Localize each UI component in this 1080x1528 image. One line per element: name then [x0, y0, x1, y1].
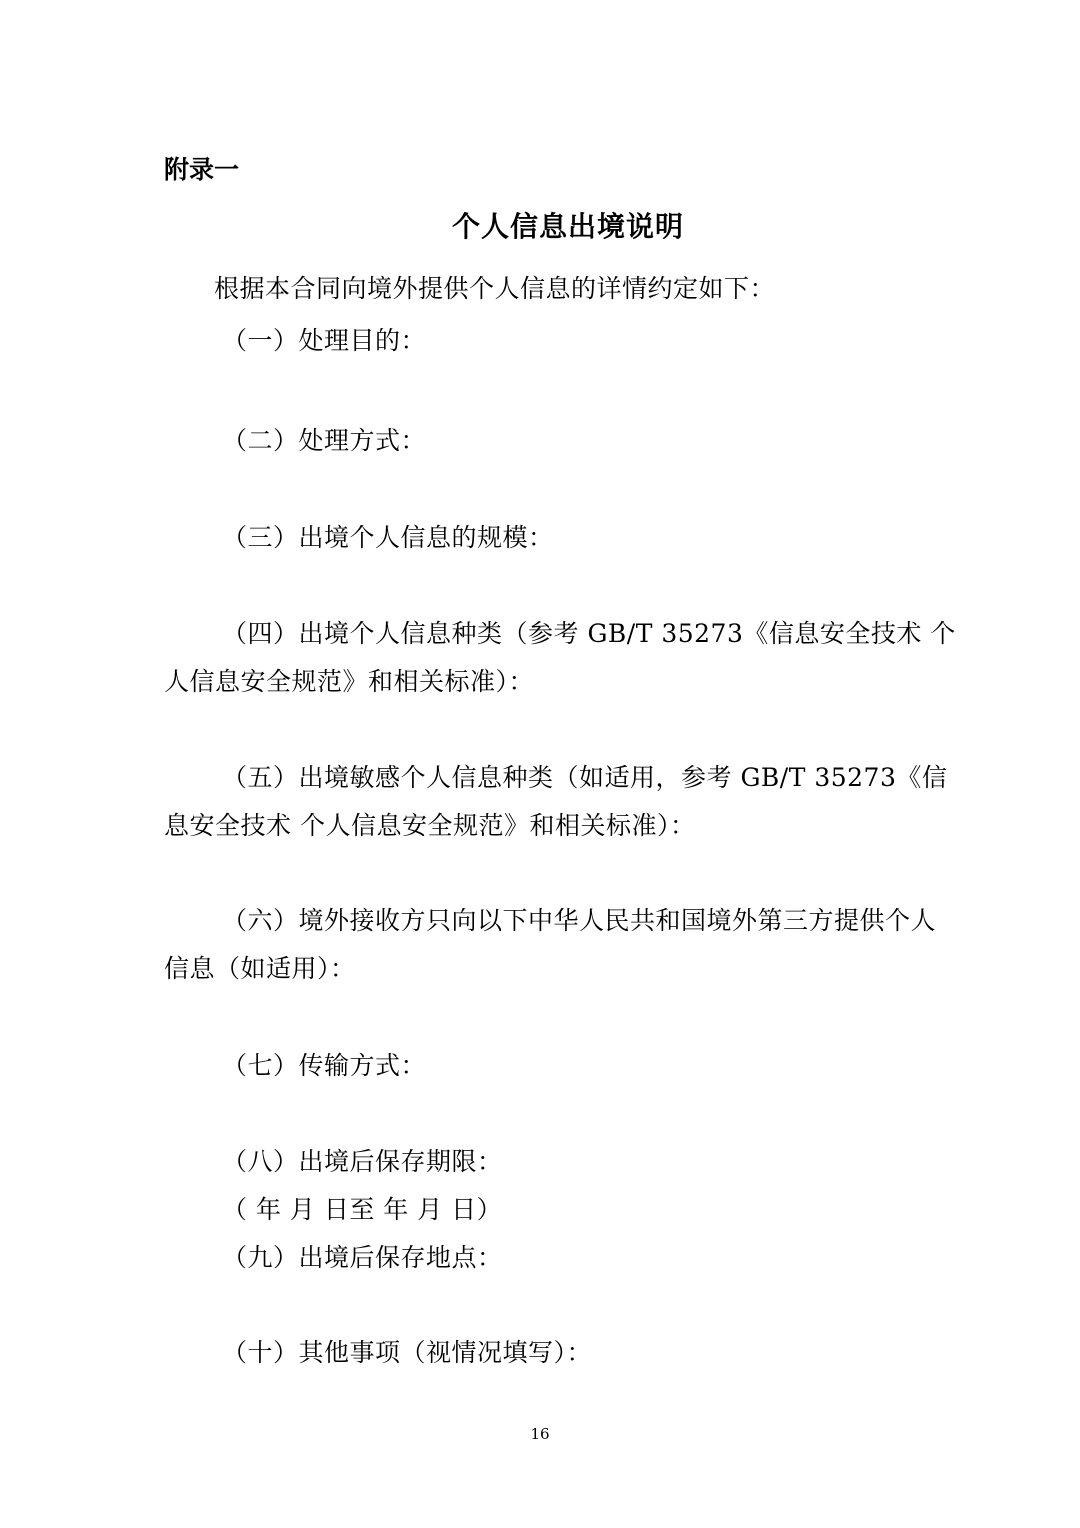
- appendix-label: 附录一: [164, 155, 240, 184]
- item-other: （十）其他事项（视情况填写）：: [222, 1338, 593, 1367]
- item-retention-period: （八）出境后保存期限：: [222, 1147, 503, 1176]
- item-retention-dates: （ 年 月 日至 年 月 日）: [222, 1195, 503, 1224]
- item-sensitive-line1: （五）出境敏感个人信息种类（如适用，参考 GB/T 35273《信: [222, 763, 948, 792]
- page-number: 16: [530, 1425, 550, 1443]
- item-categories-line2: 人信息安全规范》和相关标准）：: [164, 667, 535, 696]
- item-purpose: （一）处理目的：: [222, 326, 427, 355]
- item-sensitive-line2: 息安全技术 个人信息安全规范》和相关标准）：: [164, 811, 696, 840]
- item-third-party-line1: （六）境外接收方只向以下中华人民共和国境外第三方提供个人: [222, 906, 937, 935]
- item-transfer: （七）传输方式：: [222, 1051, 427, 1080]
- item-method: （二）处理方式：: [222, 426, 427, 455]
- item-retention-location: （九）出境后保存地点：: [222, 1243, 503, 1272]
- item-categories-line1: （四）出境个人信息种类（参考 GB/T 35273《信息安全技术 个: [222, 619, 956, 648]
- intro-paragraph: 根据本合同向境外提供个人信息的详情约定如下：: [214, 274, 776, 303]
- document-title: 个人信息出境说明: [451, 210, 684, 243]
- item-scale: （三）出境个人信息的规模：: [222, 523, 554, 552]
- item-third-party-line2: 信息（如适用）：: [164, 954, 356, 983]
